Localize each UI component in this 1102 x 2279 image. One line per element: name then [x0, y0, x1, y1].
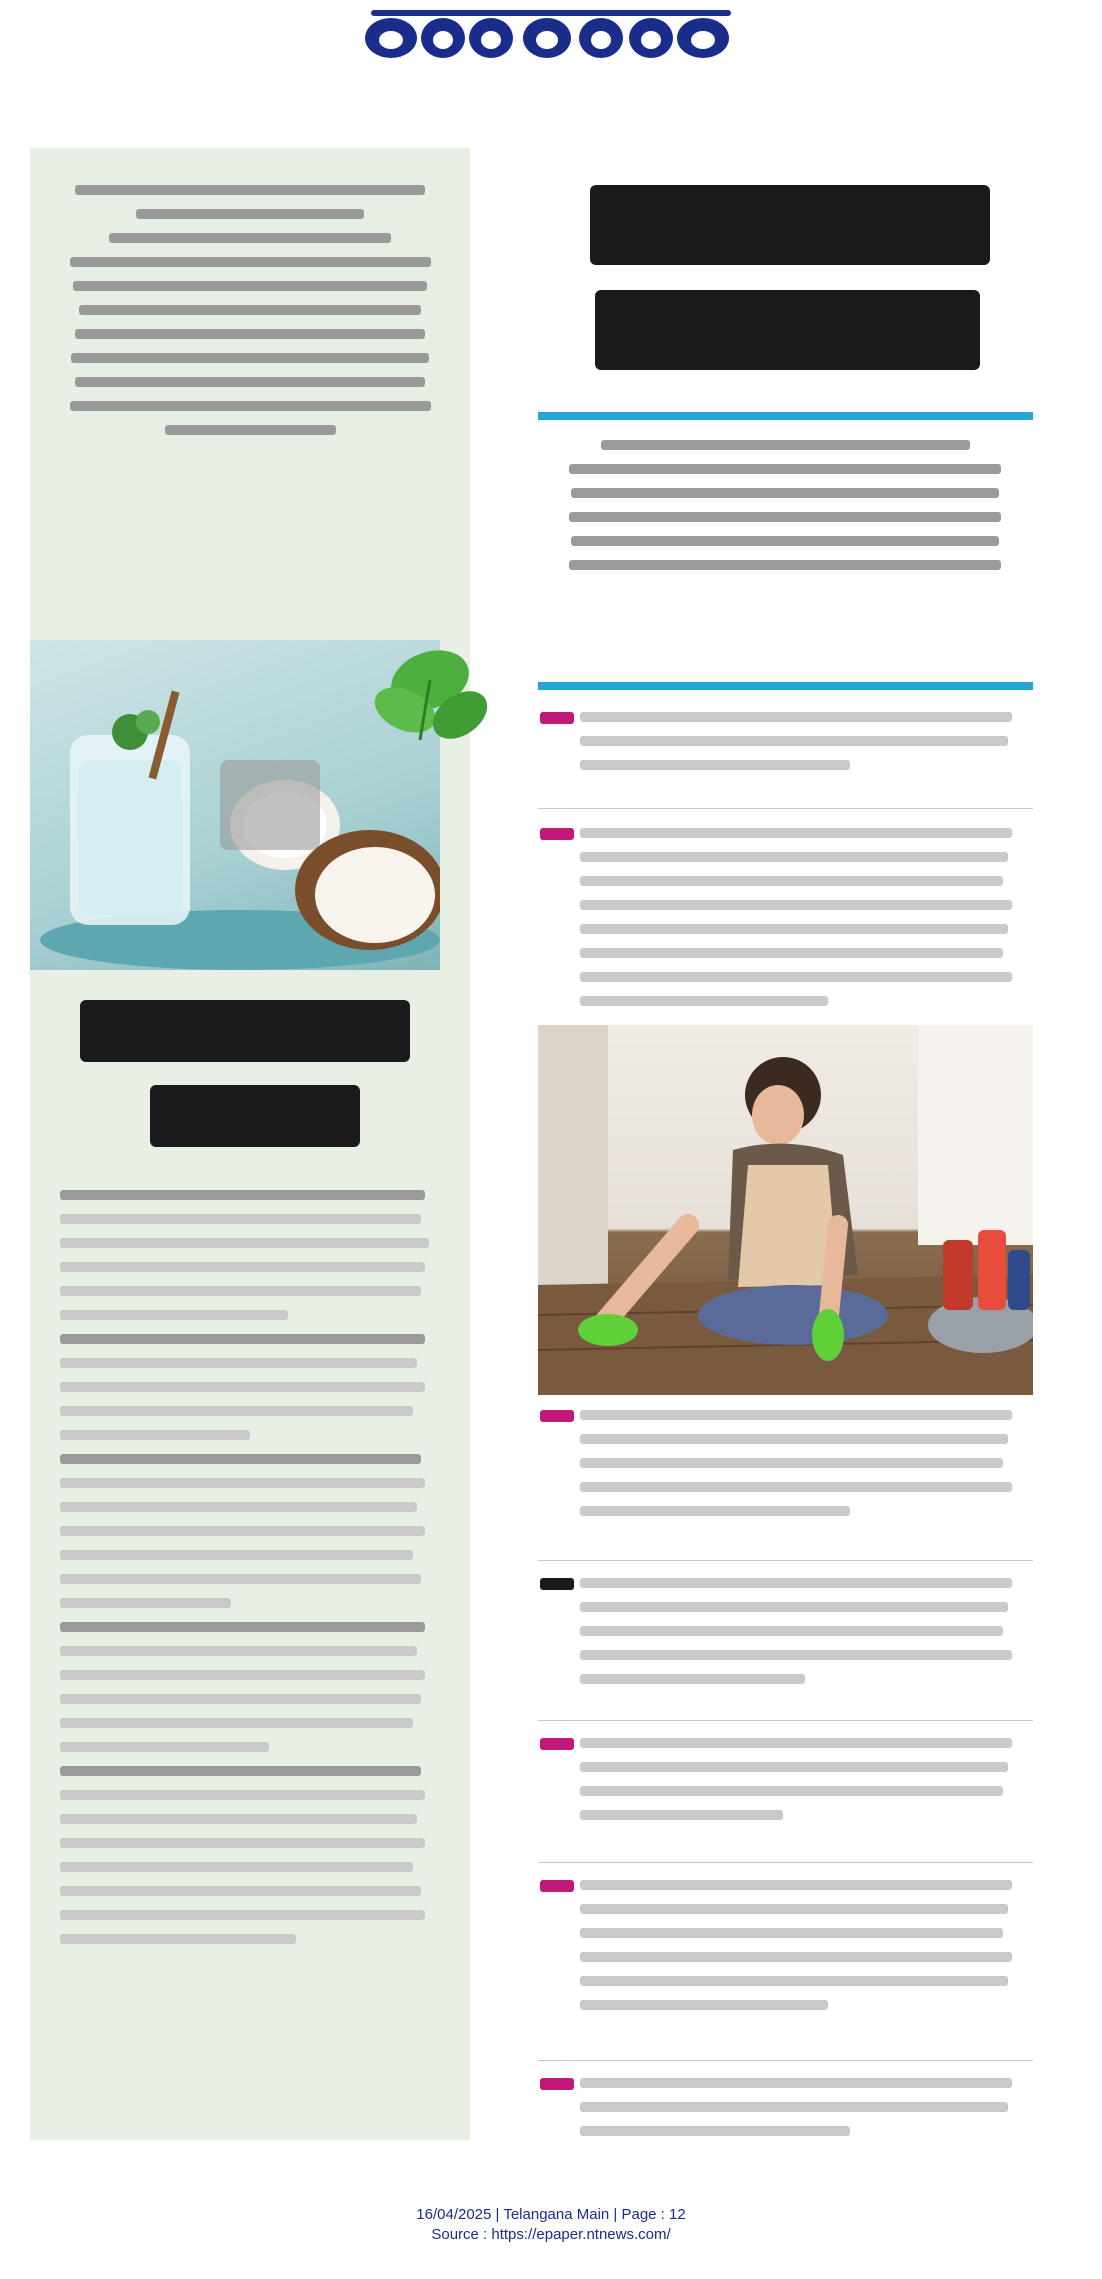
divider — [538, 1862, 1033, 1863]
divider — [538, 1720, 1033, 1721]
divider — [538, 2060, 1033, 2061]
masthead — [0, 0, 1102, 80]
tip-kids-marker — [540, 1738, 574, 1750]
tip-microwave-marker — [540, 1880, 574, 1892]
left-intro-paragraph — [60, 185, 440, 449]
tip-windows — [580, 712, 1030, 784]
divider — [538, 808, 1033, 809]
tip-windows-marker — [540, 712, 574, 724]
left-headline-line2 — [150, 1085, 360, 1147]
blue-rule-top — [538, 412, 1033, 420]
tip-microwave — [580, 1880, 1030, 2024]
masthead-logo — [351, 0, 751, 70]
tip-kitchen — [580, 2078, 1030, 2150]
main-headline-line2 — [595, 290, 980, 370]
cleaning-woman-image — [538, 1025, 1033, 1395]
main-intro-paragraph — [560, 440, 1010, 584]
left-body-paragraphs — [60, 1190, 440, 1958]
footer-source[interactable]: Source : https://epaper.ntnews.com/ — [431, 2226, 671, 2243]
left-headline-line1 — [80, 1000, 410, 1062]
tip-wood — [580, 828, 1030, 1020]
tip-kitchen-marker — [540, 2078, 574, 2090]
mint-leaves-graphic — [360, 630, 500, 750]
divider — [538, 1560, 1033, 1561]
tip-kids — [580, 1738, 1030, 1834]
tip-wood-marker — [540, 828, 574, 840]
blue-rule-bottom — [538, 682, 1033, 690]
tip-glass — [580, 1578, 1030, 1698]
footer-date-edition: 16/04/2025 | Telangana Main | Page : 12 — [416, 2206, 686, 2223]
main-headline-line1 — [590, 185, 990, 265]
tip-clothes — [580, 1410, 1030, 1530]
page-footer — [0, 2205, 1102, 2245]
tip-clothes-marker — [540, 1410, 574, 1422]
tip-glass-marker — [540, 1578, 574, 1590]
